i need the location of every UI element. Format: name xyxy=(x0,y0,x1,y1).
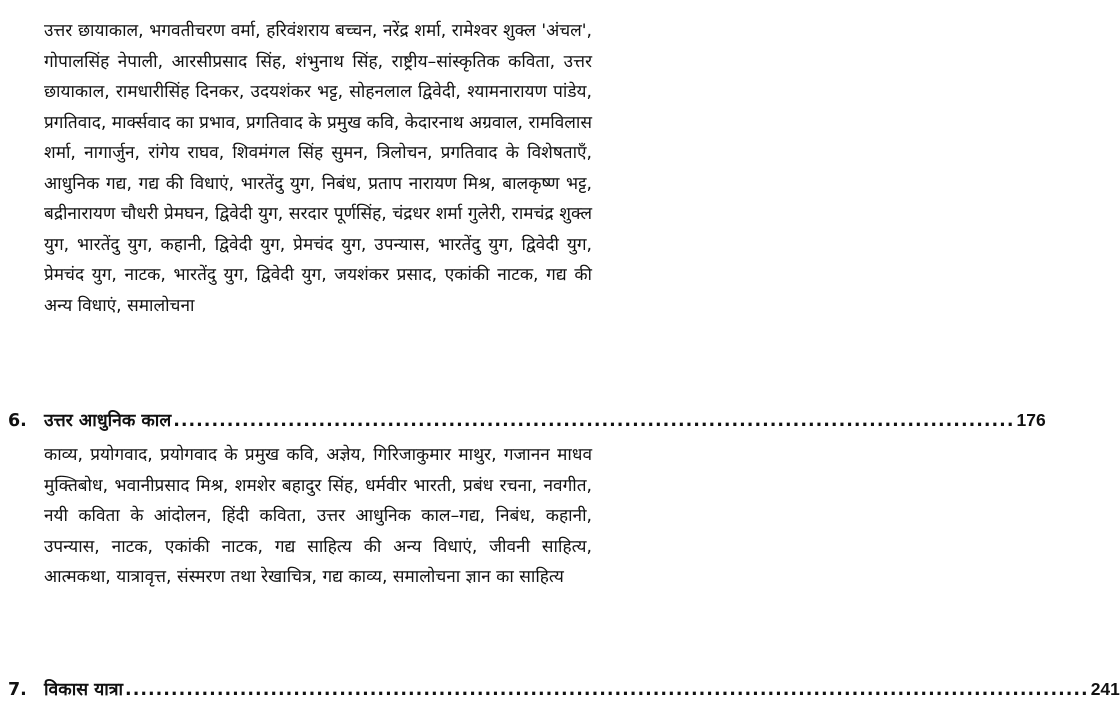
dot-leader: .............................................................................................................................. xyxy=(125,680,1089,700)
toc-entry-section-6[interactable] xyxy=(8,408,1046,438)
section-number: 7. xyxy=(8,680,27,700)
section-title: उत्तर आधुनिक काल xyxy=(44,411,172,431)
dot-leader: .............................................................................................................. xyxy=(173,411,1015,431)
section-page-number: 176 xyxy=(1016,410,1046,430)
toc-section-6-topics: काव्य, प्रयोगवाद, प्रयोगवाद के प्रमुख कवि, अज्ञेय, गिरिजाकुमार माथुर, गजानन माधव मुक्तिबोध, भवानीप्रसाद मिश्र, शमशेर बहादुर सिंह, धर्मवीर भारती, प्रबंध रचना, नवगीत, नयी कविता के आंदोलन, हिंदी कविता, उत्तर आधुनिक काल–गद्य, निबंध, कहानी, उपन्यास, नाटक, एकांकी नाटक, गद्य साहित्य की अन्य विधाएं, जीवनी साहित्य, आत्मकथा, यात्रावृत्त, संस्मरण तथा रेखाचित्र, गद्य काव्य, समालोचना ज्ञान का साहित्य xyxy=(44,445,592,587)
toc-entry-section-7[interactable] xyxy=(8,677,1120,707)
section-number: 6. xyxy=(8,411,27,431)
section-title: विकास यात्रा xyxy=(44,680,124,700)
toc-continued-topics: उत्तर छायाकाल, भगवतीचरण वर्मा, हरिवंशराय बच्चन, नरेंद्र शर्मा, रामेश्वर शुक्ल 'अंचल', गोपालसिंह नेपाली, आरसीप्रसाद सिंह, शंभुनाथ सिंह, राष्ट्रीय–सांस्कृतिक कविता, उत्तर छायाकाल, रामधारीसिंह दिनकर, उदयशंकर भट्ट, सोहनलाल द्विवेदी, श्यामनारायण पांडेय, प्रगतिवाद, मार्क्सवाद का प्रभाव, प्रगतिवाद के प्रमुख कवि, केदारनाथ अग्रवाल, रामविलास शर्मा, नागार्जुन, रांगेय राघव, शिवमंगल सिंह सुमन, त्रिलोचन, प्रगतिवाद के विशेषताएँ, आधुनिक गद्य, गद्य की विधाएं, भारतेंदु युग, निबंध, प्रताप नारायण मिश्र, बालकृष्ण भट्ट, बद्रीनारायण चौधरी प्रेमघन, द्विवेदी युग, सरदार पूर्णसिंह, चंद्रधर शर्मा गुलेरी, रामचंद्र शुक्ल युग, भारतेंदु युग, कहानी, द्विवेदी युग, प्रेमचंद युग, उपन्यास, भारतेंदु युग, द्विवेदी युग, प्रेमचंद युग, नाटक, भारतेंदु युग, द्विवेदी युग, जयशंकर प्रसाद, एकांकी नाटक, गद्य की अन्य विधाएं, समालोचना xyxy=(44,21,592,316)
section-page-number: 241 xyxy=(1090,679,1120,699)
